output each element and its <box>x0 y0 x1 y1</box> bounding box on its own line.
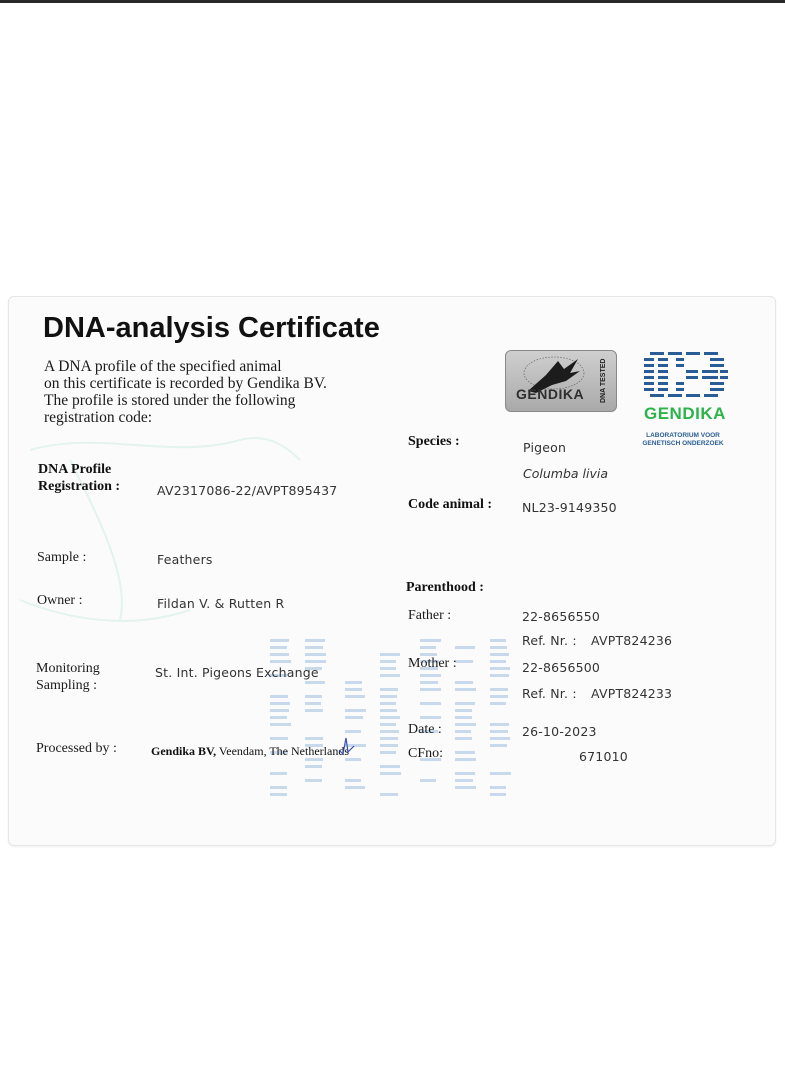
watermark-band <box>490 695 508 698</box>
logo-band <box>710 358 724 361</box>
logo-band <box>676 382 684 385</box>
watermark-band <box>490 793 506 796</box>
intro-line: The profile is stored under the following <box>44 392 296 409</box>
watermark-band <box>420 779 436 782</box>
watermark-band <box>380 751 396 754</box>
watermark-band <box>455 646 475 649</box>
logo-band <box>686 352 700 355</box>
logo-band <box>704 394 718 397</box>
logo-band <box>710 388 724 391</box>
watermark-band <box>420 681 438 684</box>
watermark-band <box>305 646 323 649</box>
logo-band <box>658 370 668 373</box>
watermark-band <box>455 702 475 705</box>
processed-company: Gendika BV, <box>151 744 217 758</box>
cfno-value: 671010 <box>579 749 628 764</box>
cfno-label: CFno: <box>408 746 444 761</box>
logo-band <box>686 370 698 373</box>
watermark-band <box>420 639 441 642</box>
watermark-band <box>380 695 397 698</box>
dna-bands-watermark <box>250 635 530 805</box>
logo-band <box>644 388 654 391</box>
parenthood-label: Parenthood : <box>406 580 484 595</box>
watermark-band <box>420 688 441 691</box>
sample-value: Feathers <box>157 552 213 567</box>
watermark-band <box>305 702 321 705</box>
watermark-band <box>455 737 472 740</box>
watermark-band <box>490 653 509 656</box>
watermark-band <box>455 681 473 684</box>
mother-label: Mother : <box>408 656 457 671</box>
watermark-band <box>455 786 476 789</box>
watermark-band <box>305 765 322 768</box>
watermark-band <box>455 730 471 733</box>
monitoring-label-line2: Sampling : <box>36 678 98 693</box>
logo-subtitle-line: GENETISCH ONDERZOEK <box>642 440 724 447</box>
intro-paragraph <box>44 358 344 426</box>
watermark-band <box>345 681 362 684</box>
logo-band <box>668 352 682 355</box>
watermark-band <box>270 737 288 740</box>
logo-band <box>702 370 718 373</box>
intro-line: on this certificate is recorded by Gendika BV. <box>44 375 327 392</box>
watermark-band <box>490 646 507 649</box>
date-value: 26-10-2023 <box>522 724 597 739</box>
watermark-band <box>345 709 366 712</box>
logo-band <box>650 394 664 397</box>
watermark-band <box>490 744 507 747</box>
father-label: Father : <box>408 608 452 623</box>
registration-label-line2: Registration : <box>38 479 121 494</box>
code-animal-value: NL23-9149350 <box>522 500 617 515</box>
logo-band <box>658 376 668 379</box>
watermark-band <box>490 737 510 740</box>
watermark-band <box>455 688 476 691</box>
watermark-band <box>380 653 400 656</box>
watermark-band <box>270 723 291 726</box>
watermark-band <box>305 737 323 740</box>
watermark-band <box>305 779 322 782</box>
watermark-band <box>420 674 441 677</box>
watermark-band <box>380 709 397 712</box>
logo-band <box>658 382 668 385</box>
watermark-band <box>345 688 362 691</box>
watermark-band <box>380 702 396 705</box>
species-latin-name: Columba livia <box>523 466 608 481</box>
species-value: Pigeon <box>523 440 567 455</box>
owner-value: Fildan V. & Rutten R <box>157 596 285 611</box>
processed-value <box>151 744 349 759</box>
owner-label: Owner : <box>37 593 83 608</box>
logo-band <box>644 382 654 385</box>
watermark-band <box>305 660 326 663</box>
monitoring-label-line1: Monitoring <box>36 661 100 676</box>
watermark-band <box>420 646 436 649</box>
logo-band <box>686 376 698 379</box>
logo-band <box>658 388 668 391</box>
logo-band <box>710 382 724 385</box>
watermark-band <box>455 723 476 726</box>
watermark-band <box>490 660 506 663</box>
watermark-band <box>380 793 398 796</box>
watermark-band <box>270 793 287 796</box>
father-value: 22-8656550 <box>522 609 601 624</box>
watermark-band <box>490 702 506 705</box>
watermark-band <box>270 786 287 789</box>
intro-line: registration code: <box>44 409 153 426</box>
watermark-band <box>490 674 509 677</box>
watermark-band <box>455 772 475 775</box>
watermark-band <box>455 758 476 761</box>
signature-mark-icon <box>337 734 357 758</box>
registration-label-line1: DNA Profile <box>38 462 112 477</box>
watermark-band <box>345 786 365 789</box>
watermark-band <box>305 681 325 684</box>
logo-band <box>720 376 728 379</box>
watermark-band <box>380 723 396 726</box>
scan-top-edge <box>0 0 785 3</box>
watermark-band <box>380 737 398 740</box>
watermark-band <box>455 709 472 712</box>
date-label: Date : <box>408 722 442 737</box>
logo-subtitle-line: LABORATORIUM VOOR <box>646 432 720 439</box>
watermark-band <box>490 688 508 691</box>
logo-band <box>676 364 684 367</box>
watermark-band <box>380 667 396 670</box>
logo-band <box>676 358 684 361</box>
code-animal-label: Code animal : <box>408 497 492 512</box>
watermark-band <box>380 688 398 691</box>
gendika-logo <box>640 348 730 452</box>
logo-band <box>644 364 654 367</box>
watermark-band <box>305 653 326 656</box>
watermark-band <box>305 639 325 642</box>
processed-location: Veendam, The Netherlands <box>216 744 349 758</box>
watermark-band <box>455 779 473 782</box>
logo-subtitle <box>640 432 726 448</box>
seal-brand-text: GENDIKA <box>516 386 585 402</box>
mother-ref-label: Ref. Nr. : <box>522 686 577 701</box>
monitoring-value: St. Int. Pigeons Exchange <box>155 665 319 680</box>
watermark-band <box>490 639 506 642</box>
watermark-band <box>305 709 323 712</box>
watermark-band <box>420 702 441 705</box>
watermark-band <box>455 751 475 754</box>
watermark-band <box>380 730 399 733</box>
watermark-band <box>490 723 509 726</box>
logo-band <box>658 358 668 361</box>
sample-label: Sample : <box>37 550 87 565</box>
logo-brand-text: GENDIKA <box>644 404 726 423</box>
logo-band <box>704 352 718 355</box>
watermark-band <box>345 716 363 719</box>
logo-band <box>720 370 728 373</box>
species-label: Species : <box>408 434 460 449</box>
watermark-band <box>270 772 287 775</box>
watermark-band <box>270 653 289 656</box>
watermark-band <box>305 695 322 698</box>
watermark-band <box>490 730 508 733</box>
watermark-band <box>270 646 287 649</box>
watermark-band <box>270 709 289 712</box>
logo-band <box>668 394 682 397</box>
watermark-band <box>380 674 400 677</box>
watermark-band <box>270 639 289 642</box>
certificate-title: DNA-analysis Certificate <box>43 312 380 344</box>
watermark-band <box>270 695 288 698</box>
logo-band <box>686 394 700 397</box>
watermark-band <box>380 765 400 768</box>
watermark-band <box>380 744 398 747</box>
logo-band <box>710 364 724 367</box>
watermark-band <box>490 772 511 775</box>
mother-ref-value: AVPT824233 <box>591 686 673 701</box>
mother-value: 22-8656500 <box>522 660 601 675</box>
watermark-band <box>345 730 361 733</box>
watermark-band <box>270 716 287 719</box>
watermark-band <box>380 772 401 775</box>
watermark-band <box>420 716 441 719</box>
watermark-band <box>270 702 290 705</box>
watermark-band <box>380 660 396 663</box>
watermark-band <box>455 660 473 663</box>
logo-band <box>644 358 654 361</box>
processed-label: Processed by : <box>36 741 117 756</box>
watermark-band <box>490 786 506 789</box>
father-ref-label: Ref. Nr. : <box>522 633 577 648</box>
logo-band <box>658 364 668 367</box>
dna-tested-seal <box>505 350 617 412</box>
background-swirl-decoration <box>10 420 310 660</box>
intro-line: A DNA profile of the specified animal <box>44 358 282 375</box>
watermark-band <box>455 716 472 719</box>
gendika-g-mark-icon <box>640 348 730 402</box>
registration-value: AV2317086-22/AVPT895437 <box>157 483 338 498</box>
watermark-band <box>380 716 400 719</box>
watermark-band <box>270 660 291 663</box>
watermark-band <box>345 779 361 782</box>
logo-band <box>702 376 718 379</box>
watermark-band <box>490 667 510 670</box>
logo-band <box>644 370 654 373</box>
watermark-band <box>345 695 365 698</box>
logo-band <box>676 388 684 391</box>
logo-band <box>650 352 664 355</box>
logo-band <box>644 376 654 379</box>
father-ref-value: AVPT824236 <box>591 633 673 648</box>
seal-side-text: DNA TESTED <box>600 358 607 404</box>
